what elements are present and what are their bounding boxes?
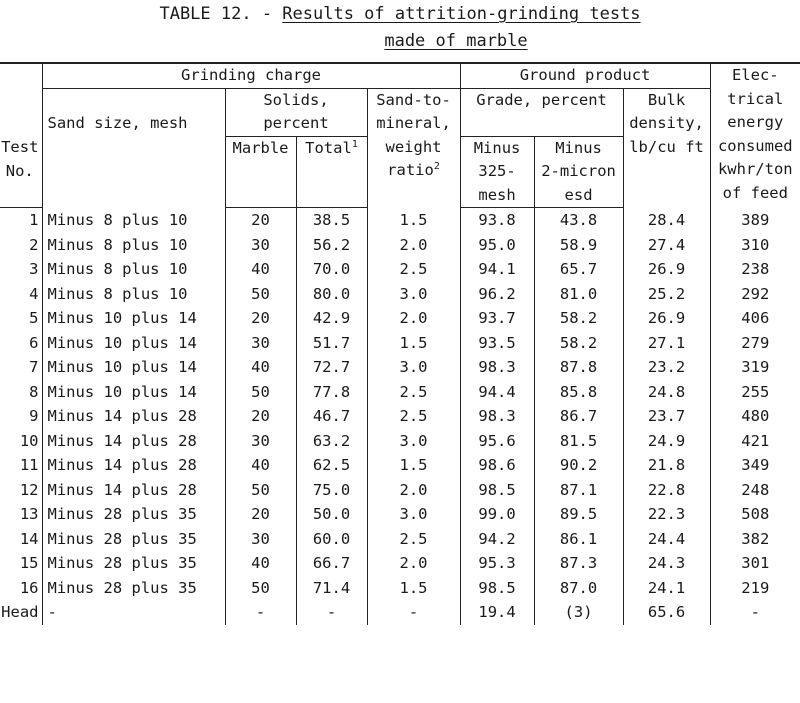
table-row <box>0 355 800 380</box>
cell-ratio: 1.5 <box>367 331 460 356</box>
table-row <box>0 306 800 331</box>
header-elec-line5: kwhr/ton <box>717 160 793 178</box>
table-row <box>0 404 800 429</box>
cell-test-no: 15 <box>19 554 39 572</box>
header-elec-line2: trical <box>727 89 784 108</box>
cell-bulk-density: 65.6 <box>623 600 710 625</box>
cell-sand-size: Minus 10 plus 14 <box>42 380 225 405</box>
cell-total: 72.7 <box>296 355 367 380</box>
cell-minus-2-micron: 58.9 <box>534 233 623 258</box>
table-caption-line2-wrap <box>0 31 800 51</box>
header-ratio <box>367 88 460 208</box>
header-total <box>296 136 367 208</box>
cell-bulk-density: 22.3 <box>623 502 710 527</box>
cell-test-no: 13 <box>19 505 39 523</box>
table-caption-line1: Results of attrition-grinding tests <box>282 4 641 24</box>
header-minus-325 <box>460 136 534 208</box>
header-elec-line1: Elec- <box>731 66 779 84</box>
cell-minus-2-micron: 87.1 <box>534 478 623 503</box>
table-title <box>0 4 800 24</box>
cell-minus-325: 93.5 <box>460 331 534 356</box>
cell-ratio: 2.5 <box>367 404 460 429</box>
table-row <box>0 453 800 478</box>
cell-test-no: 14 <box>19 529 39 548</box>
cell-total: 42.9 <box>296 306 367 331</box>
cell-minus-325: 95.6 <box>460 429 534 454</box>
cell-marble: 20 <box>225 502 296 527</box>
cell-marble: 20 <box>225 404 296 429</box>
cell-ratio: 1.5 <box>367 453 460 478</box>
table-caption-line2: made of marble <box>384 31 528 51</box>
header-elec-line6: of feed <box>722 183 788 202</box>
cell-minus-2-micron: 87.0 <box>534 576 623 601</box>
cell-bulk-density: 24.8 <box>623 380 710 405</box>
cell-marble: 30 <box>225 429 296 454</box>
header-m2-line3: esd <box>564 185 593 204</box>
cell-bulk-density: 26.9 <box>623 257 710 282</box>
cell-bulk-density: 24.3 <box>623 551 710 576</box>
table-row <box>0 429 800 454</box>
table-row <box>0 380 800 405</box>
cell-bulk-density: 24.4 <box>623 527 710 552</box>
cell-test-no: 8 <box>29 382 39 401</box>
cell-total: 66.7 <box>296 551 367 576</box>
cell-minus-325: 98.3 <box>460 355 534 380</box>
header-solids <box>225 88 367 136</box>
table-header <box>0 63 800 208</box>
cell-minus-325: 99.0 <box>460 502 534 527</box>
cell-energy: 349 <box>710 453 800 478</box>
cell-energy: 389 <box>710 208 800 233</box>
header-ratio-line4 <box>370 159 458 183</box>
cell-test-no: 4 <box>29 284 39 303</box>
cell-marble: 30 <box>225 331 296 356</box>
header-marble: Marble <box>225 136 296 208</box>
table-row <box>0 502 800 527</box>
cell-bulk-density: 27.4 <box>623 233 710 258</box>
cell-total: 56.2 <box>296 233 367 258</box>
cell-ratio: 3.0 <box>367 502 460 527</box>
cell-ratio: 1.5 <box>367 576 460 601</box>
header-elec-line4: consumed <box>717 136 793 155</box>
cell-sand-size: Minus 28 plus 35 <box>42 576 225 601</box>
cell-marble: - <box>225 600 296 625</box>
table-row <box>0 551 800 576</box>
cell-total: 80.0 <box>296 282 367 307</box>
cell-ratio: 2.5 <box>367 380 460 405</box>
cell-test-no: 10 <box>19 431 39 450</box>
cell-bulk-density: 27.1 <box>623 331 710 356</box>
table-row <box>0 527 800 552</box>
cell-minus-2-micron: 58.2 <box>534 331 623 356</box>
header-bulk-line1: Bulk <box>647 90 686 109</box>
table-row <box>0 257 800 282</box>
cell-energy: - <box>710 600 800 625</box>
table-row <box>0 576 800 601</box>
cell-bulk-density: 26.9 <box>623 306 710 331</box>
cell-energy: 279 <box>710 331 800 356</box>
cell-energy: 301 <box>710 551 800 576</box>
header-test-no-spacer <box>0 63 42 136</box>
cell-minus-325: 96.2 <box>460 282 534 307</box>
cell-minus-2-micron: 87.8 <box>534 355 623 380</box>
cell-minus-2-micron: 65.7 <box>534 257 623 282</box>
cell-marble: 20 <box>225 208 296 233</box>
cell-sand-size: Minus 8 plus 10 <box>42 208 225 233</box>
cell-sand-size: Minus 10 plus 14 <box>42 355 225 380</box>
cell-total: 51.7 <box>296 331 367 356</box>
header-grinding-charge: Grinding charge <box>42 63 460 88</box>
table-row <box>0 208 800 233</box>
cell-energy: 508 <box>710 502 800 527</box>
header-bulk-density <box>623 88 710 208</box>
results-table <box>0 62 800 625</box>
cell-total: 38.5 <box>296 208 367 233</box>
cell-minus-325: 94.4 <box>460 380 534 405</box>
table-row <box>0 282 800 307</box>
cell-minus-2-micron: 81.0 <box>534 282 623 307</box>
cell-energy: 292 <box>710 282 800 307</box>
header-grade: Grade, percent <box>460 88 623 136</box>
cell-sand-size: Minus 8 plus 10 <box>42 233 225 258</box>
header-bulk-line2: density, <box>629 114 704 132</box>
cell-marble: 50 <box>225 380 296 405</box>
cell-ratio: 2.0 <box>367 551 460 576</box>
cell-marble: 30 <box>225 527 296 552</box>
cell-energy: 421 <box>710 429 800 454</box>
header-ratio-line1: Sand-to- <box>376 90 451 109</box>
cell-minus-2-micron: 81.5 <box>534 429 623 454</box>
cell-ratio: 2.0 <box>367 306 460 331</box>
cell-sand-size: Minus 28 plus 35 <box>42 551 225 576</box>
cell-sand-size: Minus 14 plus 28 <box>42 429 225 454</box>
cell-minus-325: 98.5 <box>460 576 534 601</box>
cell-total: - <box>296 600 367 625</box>
cell-ratio: 3.0 <box>367 355 460 380</box>
cell-total: 63.2 <box>296 429 367 454</box>
cell-total: 77.8 <box>296 380 367 405</box>
header-sand-size: Sand size, mesh <box>42 88 225 208</box>
header-ratio-line3: weight <box>385 137 442 156</box>
cell-test-no: 11 <box>19 456 39 474</box>
header-elec-line3: energy <box>727 113 784 131</box>
cell-energy: 255 <box>710 380 800 405</box>
cell-minus-325: 19.4 <box>460 600 534 625</box>
cell-total: 70.0 <box>296 257 367 282</box>
header-total-text: Total <box>305 138 352 157</box>
table-row <box>0 331 800 356</box>
footnote-ref-2: 2 <box>433 160 440 172</box>
cell-test-no: 7 <box>29 358 39 376</box>
cell-test-no: 16 <box>19 578 39 597</box>
table-row <box>0 233 800 258</box>
cell-minus-325: 93.8 <box>460 208 534 233</box>
cell-test-no: 1 <box>29 211 39 229</box>
cell-ratio: 1.5 <box>367 208 460 233</box>
cell-sand-size: - <box>42 600 225 625</box>
cell-minus-2-micron: 86.1 <box>534 527 623 552</box>
cell-test-no: 2 <box>29 235 39 254</box>
cell-ratio: 2.5 <box>367 257 460 282</box>
cell-bulk-density: 22.8 <box>623 478 710 503</box>
header-electrical-energy <box>710 63 800 208</box>
cell-total: 46.7 <box>296 404 367 429</box>
cell-minus-325: 95.0 <box>460 233 534 258</box>
cell-total: 60.0 <box>296 527 367 552</box>
cell-bulk-density: 23.2 <box>623 355 710 380</box>
cell-ratio: 3.0 <box>367 282 460 307</box>
header-ratio-line2: mineral, <box>376 114 451 132</box>
cell-sand-size: Minus 28 plus 35 <box>42 502 225 527</box>
cell-test-no: 5 <box>29 309 39 327</box>
cell-minus-325: 95.3 <box>460 551 534 576</box>
header-m325-line3: mesh <box>478 185 516 204</box>
cell-sand-size: Minus 14 plus 28 <box>42 453 225 478</box>
cell-minus-325: 94.2 <box>460 527 534 552</box>
cell-total: 62.5 <box>296 453 367 478</box>
header-test-line2: No. <box>5 161 34 180</box>
cell-marble: 50 <box>225 576 296 601</box>
cell-minus-2-micron: 58.2 <box>534 306 623 331</box>
cell-minus-2-micron: 87.3 <box>534 551 623 576</box>
table-row <box>0 478 800 503</box>
cell-test-no: 12 <box>19 480 39 499</box>
header-test-no <box>0 136 42 208</box>
cell-marble: 40 <box>225 453 296 478</box>
cell-marble: 40 <box>225 551 296 576</box>
header-solids-line2: percent <box>263 114 329 132</box>
cell-total: 75.0 <box>296 478 367 503</box>
cell-minus-325: 94.1 <box>460 257 534 282</box>
cell-minus-2-micron: 86.7 <box>534 404 623 429</box>
cell-marble: 50 <box>225 478 296 503</box>
cell-minus-325: 98.5 <box>460 478 534 503</box>
cell-sand-size: Minus 28 plus 35 <box>42 527 225 552</box>
cell-test-no: Head <box>1 603 39 621</box>
header-ground-product: Ground product <box>460 63 710 88</box>
cell-energy: 238 <box>710 257 800 282</box>
cell-ratio: 2.5 <box>367 527 460 552</box>
cell-bulk-density: 25.2 <box>623 282 710 307</box>
cell-sand-size: Minus 14 plus 28 <box>42 404 225 429</box>
cell-total: 50.0 <box>296 502 367 527</box>
header-m2-line2: 2-micron <box>541 162 616 180</box>
cell-marble: 40 <box>225 355 296 380</box>
cell-sand-size: Minus 10 plus 14 <box>42 306 225 331</box>
cell-energy: 219 <box>710 576 800 601</box>
cell-bulk-density: 24.9 <box>623 429 710 454</box>
cell-energy: 406 <box>710 306 800 331</box>
header-test-line1: Test <box>1 138 39 156</box>
cell-ratio: - <box>367 600 460 625</box>
cell-minus-2-micron: (3) <box>534 600 623 625</box>
header-minus-2-micron <box>534 136 623 208</box>
cell-sand-size: Minus 14 plus 28 <box>42 478 225 503</box>
cell-bulk-density: 24.1 <box>623 576 710 601</box>
cell-sand-size: Minus 8 plus 10 <box>42 282 225 307</box>
header-solids-line1: Solids, <box>263 90 329 109</box>
cell-energy: 310 <box>710 233 800 258</box>
cell-marble: 30 <box>225 233 296 258</box>
table-row <box>0 600 800 625</box>
cell-minus-2-micron: 89.5 <box>534 502 623 527</box>
cell-minus-2-micron: 90.2 <box>534 453 623 478</box>
cell-sand-size: Minus 10 plus 14 <box>42 331 225 356</box>
header-m325-line2: 325- <box>478 162 516 180</box>
header-m325-line1: Minus <box>473 138 521 157</box>
header-ratio-text: ratio <box>387 161 434 179</box>
cell-energy: 319 <box>710 355 800 380</box>
cell-minus-2-micron: 43.8 <box>534 208 623 233</box>
header-bulk-line3: lb/cu ft <box>629 137 704 156</box>
cell-test-no: 9 <box>29 407 39 425</box>
cell-minus-325: 98.3 <box>460 404 534 429</box>
cell-bulk-density: 28.4 <box>623 208 710 233</box>
cell-minus-325: 93.7 <box>460 306 534 331</box>
cell-energy: 480 <box>710 404 800 429</box>
cell-bulk-density: 21.8 <box>623 453 710 478</box>
cell-sand-size: Minus 8 plus 10 <box>42 257 225 282</box>
cell-energy: 382 <box>710 527 800 552</box>
cell-minus-2-micron: 85.8 <box>534 380 623 405</box>
cell-marble: 20 <box>225 306 296 331</box>
cell-test-no: 3 <box>29 260 39 278</box>
cell-bulk-density: 23.7 <box>623 404 710 429</box>
cell-total: 71.4 <box>296 576 367 601</box>
table-number: TABLE 12. - <box>159 4 283 24</box>
cell-minus-325: 98.6 <box>460 453 534 478</box>
header-m2-line1: Minus <box>555 138 602 157</box>
cell-marble: 40 <box>225 257 296 282</box>
cell-ratio: 2.0 <box>367 478 460 503</box>
cell-ratio: 2.0 <box>367 233 460 258</box>
cell-test-no: 6 <box>29 333 39 352</box>
cell-marble: 50 <box>225 282 296 307</box>
cell-energy: 248 <box>710 478 800 503</box>
table-body <box>0 208 800 625</box>
cell-ratio: 3.0 <box>367 429 460 454</box>
footnote-ref-1: 1 <box>351 138 358 150</box>
